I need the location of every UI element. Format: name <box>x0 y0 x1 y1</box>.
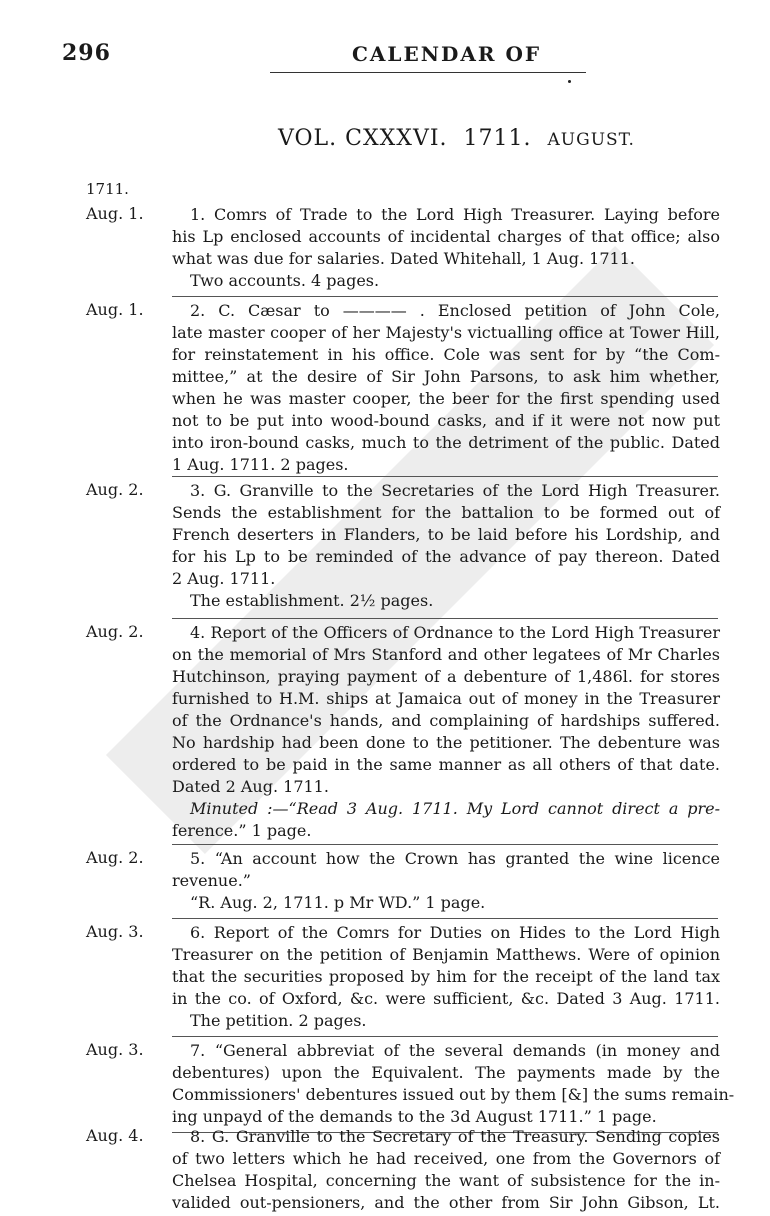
calendar-entry <box>70 1040 735 1128</box>
entry-line: Commissioners' debentures issued out by them [&] the sums remain- <box>172 1085 735 1104</box>
entry-divider <box>172 296 718 297</box>
entry-line: 2. C. Cæsar to ———— . Enclosed petition of John Cole, <box>190 301 720 320</box>
entry-divider <box>172 476 718 477</box>
entry-line: ing unpayd of the demands to the 3d August 1711.” 1 page. <box>172 1107 657 1126</box>
entry-line: late master cooper of her Majesty's victualling office at Tower Hill, <box>172 323 720 342</box>
year-label: 1711. <box>86 180 129 198</box>
entry-divider <box>172 1036 718 1037</box>
page-header <box>62 40 722 70</box>
calendar-entry <box>70 300 720 476</box>
entry-date: Aug. 1. <box>86 300 144 319</box>
entry-line: revenue.” <box>172 871 251 890</box>
entry-line: 8. G. Granville to the Secretary of the Treasury. Sending copies <box>190 1127 720 1146</box>
volume-number: VOL. CXXXVI. <box>278 126 448 151</box>
entry-date: Aug. 2. <box>86 848 144 867</box>
entry-line: 5. “An account how the Crown has granted the wine licence <box>190 849 720 868</box>
entry-line: mittee,” at the desire of Sir John Parsons, to ask him whether, <box>172 367 720 386</box>
entry-date: Aug. 1. <box>86 204 144 223</box>
entry-note: “R. Aug. 2, 1711. p Mr WD.” 1 page. <box>190 893 486 912</box>
volume-year: 1711. <box>463 126 532 151</box>
entry-line: in the co. of Oxford, &c. were sufficient, &c. Dated 3 Aug. 1711. <box>172 989 720 1008</box>
minuted-text: Minuted :—“Read 3 Aug. 1711. My Lord cannot direct a pre- <box>190 799 720 818</box>
entry-line: valided out-pensioners, and the other from Sir John Gibson, Lt. <box>172 1193 720 1212</box>
entry-line: on the memorial of Mrs Stanford and other legatees of Mr Charles <box>172 645 720 664</box>
entry-line: Treasurer on the petition of Benjamin Matthews. Were of opinion <box>172 945 720 964</box>
entry-line: that the securities proposed by him for the receipt of the land tax <box>172 967 720 986</box>
entry-line: his Lp enclosed accounts of incidental charges of that office; also <box>172 227 720 246</box>
volume-month: AUGUST. <box>547 130 635 150</box>
entry-line: when he was master cooper, the beer for the first spending used <box>172 389 720 408</box>
entry-line: furnished to H.M. ships at Jamaica out of money in the Treasurer <box>172 689 720 708</box>
header-rule <box>270 72 586 73</box>
calendar-entry <box>70 622 720 842</box>
entry-note-continued: ference.” 1 page. <box>172 821 312 840</box>
entry-date: Aug. 2. <box>86 622 144 641</box>
calendar-entry <box>70 848 720 914</box>
entry-line: French deserters in Flanders, to be laid before his Lordship, and <box>172 525 720 544</box>
entry-line: of two letters which he had received, one from the Governors of <box>172 1149 720 1168</box>
entry-line: 3. G. Granville to the Secretaries of the Lord High Treasurer. <box>190 481 720 500</box>
entry-divider <box>172 618 718 619</box>
entry-date: Aug. 3. <box>86 1040 144 1059</box>
volume-heading <box>278 126 635 151</box>
entry-date: Aug. 4. <box>86 1126 144 1145</box>
entry-divider <box>172 844 718 845</box>
calendar-entry <box>70 1126 720 1214</box>
entry-line: 1 Aug. 1711. 2 pages. <box>172 455 349 474</box>
entry-line: Sends the establishment for the battalion to be formed out of <box>172 503 720 522</box>
entry-date: Aug. 2. <box>86 480 144 499</box>
entry-line: into iron-bound casks, much to the detriment of the public. Dated <box>172 433 720 452</box>
entry-line: for reinstatement in his office. Cole was sent for by “the Com- <box>172 345 720 364</box>
running-head: CALENDAR OF <box>352 42 542 66</box>
calendar-entry <box>70 204 720 292</box>
entry-line: No hardship had been done to the petitioner. The debenture was <box>172 733 720 752</box>
entry-line: of the Ordnance's hands, and complaining of hardships suffered. <box>172 711 720 730</box>
entry-line: for his Lp to be reminded of the advance of pay thereon. Dated <box>172 547 720 566</box>
entry-line: Chelsea Hospital, concerning the want of subsistence for the in- <box>172 1171 720 1190</box>
entry-line: what was due for salaries. Dated Whitehall, 1 Aug. 1711. <box>172 249 635 268</box>
calendar-entry <box>70 480 720 612</box>
entry-line: not to be put into wood-bound casks, and if it were not now put <box>172 411 720 430</box>
entry-date: Aug. 3. <box>86 922 144 941</box>
entry-note: The establishment. 2½ pages. <box>190 591 434 610</box>
entry-line: 4. Report of the Officers of Ordnance to the Lord High Treasurer <box>190 623 720 642</box>
entry-note: The petition. 2 pages. <box>190 1011 367 1030</box>
entry-line: 7. “General abbreviat of the several demands (in money and <box>190 1041 720 1060</box>
entry-note: Two accounts. 4 pages. <box>190 271 380 290</box>
entry-line: Hutchinson, praying payment of a debenture of 1,486l. for stores <box>172 667 720 686</box>
entry-note <box>172 798 720 820</box>
entry-line: 1. Comrs of Trade to the Lord High Treasurer. Laying before <box>190 205 720 224</box>
entry-divider <box>172 918 718 919</box>
entry-line: 2 Aug. 1711. <box>172 569 276 588</box>
page-number: 296 <box>62 40 111 66</box>
calendar-entry <box>70 922 720 1032</box>
entry-line: 6. Report of the Comrs for Duties on Hides to the Lord High <box>190 923 720 942</box>
entry-line: ordered to be paid in the same manner as all others of that date. <box>172 755 720 774</box>
entry-line: debentures) upon the Equivalent. The payments made by the <box>172 1063 720 1082</box>
header-dot <box>568 80 571 83</box>
entry-line: Dated 2 Aug. 1711. <box>172 777 329 796</box>
